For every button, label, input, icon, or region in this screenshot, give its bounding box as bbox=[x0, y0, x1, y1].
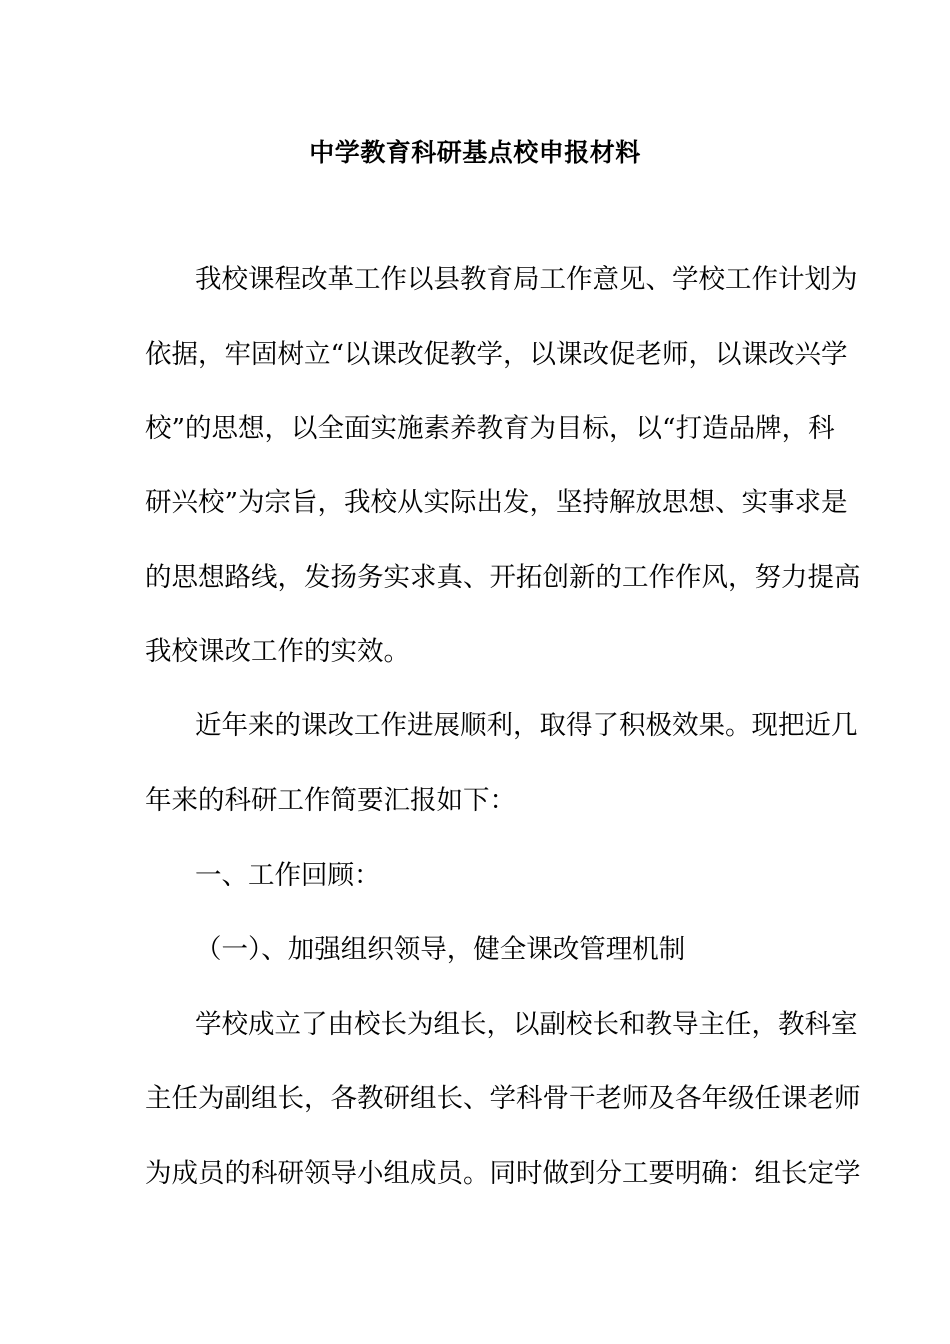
paragraph-line: 的思想路线，发扬务实求真、开拓创新的工作作风，努力提高 bbox=[145, 562, 861, 593]
paragraph-line: 我校课程改革工作以县教育局工作意见、学校工作计划为 bbox=[195, 264, 858, 295]
paragraph-line: 校”的思想，以全面实施素养教育为目标，以“打造品牌，科 bbox=[145, 413, 835, 444]
document-title: 中学教育科研基点校申报材料 bbox=[309, 138, 641, 167]
paragraph-line: 研兴校”为宗旨，我校从实际出发，坚持解放思想、实事求是 bbox=[145, 487, 848, 518]
paragraph-line: 依据，牢固树立“以课改促教学，以课改促老师，以课改兴学 bbox=[145, 339, 848, 370]
paragraph-line: 近年来的课改工作进展顺利，取得了积极效果。现把近几 bbox=[195, 710, 858, 741]
paragraph-line: 年来的科研工作简要汇报如下： bbox=[145, 785, 516, 816]
paragraph-line: 为成员的科研领导小组成员。同时做到分工要明确：组长定学 bbox=[145, 1158, 861, 1189]
paragraph-line: 我校课改工作的实效。 bbox=[145, 636, 410, 667]
paragraph-line: 主任为副组长，各教研组长、学科骨干老师及各年级任课老师 bbox=[145, 1083, 861, 1114]
paragraph-line: 学校成立了由校长为组长，以副校长和教导主任，教科室 bbox=[195, 1009, 858, 1040]
section-heading: 一、工作回顾： bbox=[195, 860, 381, 891]
subsection-heading: （一）、加强组织领导，健全课改管理机制 bbox=[195, 934, 686, 965]
